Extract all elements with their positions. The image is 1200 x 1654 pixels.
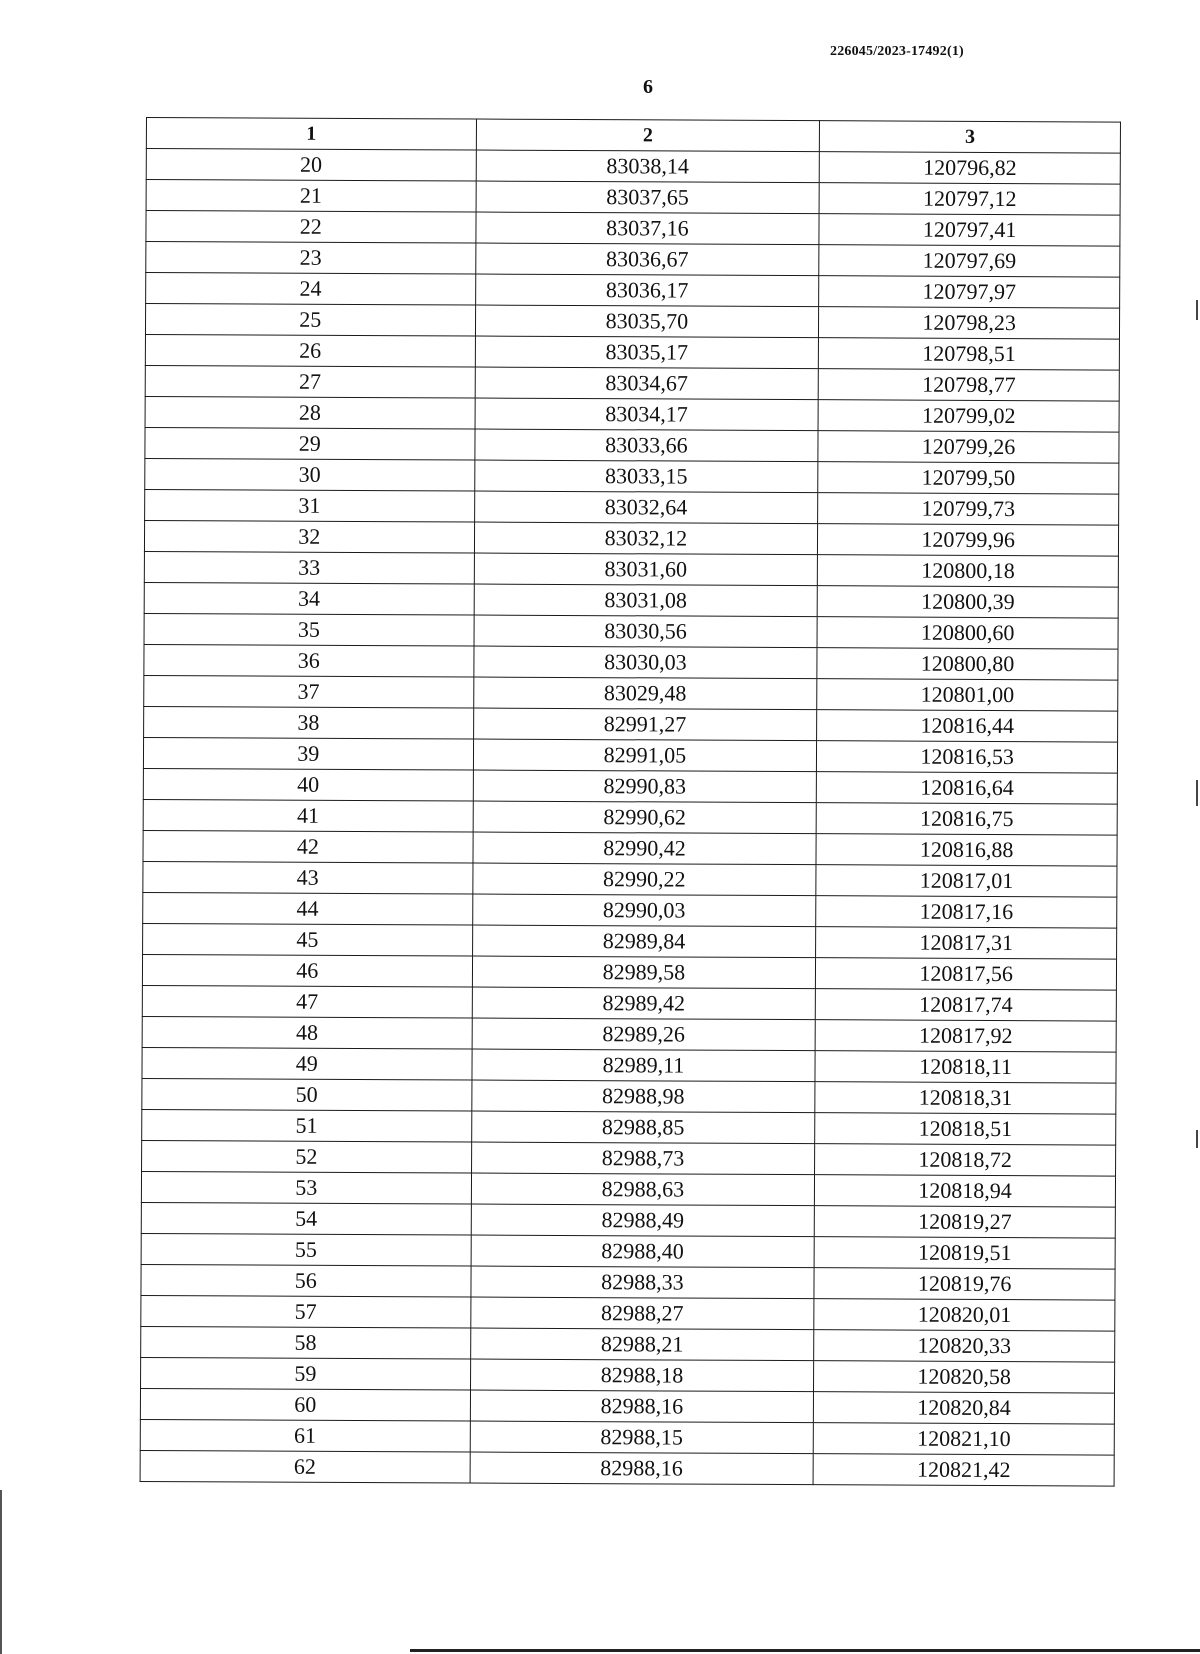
y-coordinate-cell: 120817,92	[815, 1020, 1116, 1052]
table-row	[142, 985, 1116, 1021]
point-number-cell: 40	[143, 768, 473, 801]
table-row	[143, 923, 1117, 959]
point-number-cell: 48	[142, 1016, 472, 1049]
point-number-cell: 34	[144, 582, 474, 615]
point-number-cell: 61	[140, 1419, 470, 1452]
x-coordinate-cell: 83031,60	[474, 553, 818, 586]
column-header-1: 1	[146, 118, 476, 151]
point-number-cell: 49	[142, 1047, 472, 1080]
x-coordinate-cell: 82988,27	[470, 1297, 814, 1330]
point-number-cell: 52	[142, 1140, 472, 1173]
x-coordinate-cell: 82990,42	[473, 832, 817, 865]
x-coordinate-cell: 83038,14	[476, 150, 820, 183]
y-coordinate-cell: 120817,56	[816, 958, 1117, 990]
x-coordinate-cell: 82989,84	[472, 925, 816, 958]
y-coordinate-cell: 120821,42	[813, 1454, 1114, 1486]
y-coordinate-cell: 120797,41	[819, 214, 1120, 246]
table-row	[144, 551, 1118, 587]
y-coordinate-cell: 120798,23	[819, 307, 1120, 339]
table-row	[142, 1016, 1116, 1052]
point-number-cell: 21	[146, 180, 476, 213]
x-coordinate-cell: 83033,66	[474, 429, 818, 462]
point-number-cell: 60	[140, 1388, 470, 1421]
y-coordinate-cell: 120817,01	[816, 865, 1117, 897]
y-coordinate-cell: 120799,73	[818, 493, 1119, 525]
table-row	[141, 1357, 1115, 1393]
y-coordinate-cell: 120817,74	[816, 989, 1117, 1021]
y-coordinate-cell: 120800,18	[818, 555, 1119, 587]
table-row	[141, 1326, 1115, 1362]
x-coordinate-cell: 82990,03	[472, 894, 816, 927]
x-coordinate-cell: 82990,62	[473, 801, 817, 834]
x-coordinate-cell: 83034,67	[475, 367, 819, 400]
y-coordinate-cell: 120820,33	[814, 1330, 1115, 1362]
y-coordinate-cell: 120820,84	[814, 1392, 1115, 1424]
y-coordinate-cell: 120816,64	[817, 772, 1118, 804]
table-row	[143, 830, 1117, 866]
point-number-cell: 46	[142, 954, 472, 987]
table-row	[146, 211, 1120, 247]
x-coordinate-cell: 82988,40	[471, 1235, 815, 1268]
x-coordinate-cell: 83031,08	[474, 584, 818, 617]
table-row	[143, 737, 1117, 773]
table-row	[145, 334, 1119, 370]
point-number-cell: 58	[141, 1326, 471, 1359]
y-coordinate-cell: 120799,96	[818, 524, 1119, 556]
point-number-cell: 42	[143, 830, 473, 863]
point-number-cell: 47	[142, 985, 472, 1018]
table-row	[145, 489, 1119, 525]
point-number-cell: 28	[145, 396, 475, 429]
x-coordinate-cell: 83035,17	[475, 336, 819, 369]
x-coordinate-cell: 82989,26	[472, 1018, 816, 1051]
scan-edge-mark	[1196, 1130, 1198, 1148]
scan-bottom-rule	[410, 1649, 1200, 1652]
point-number-cell: 31	[145, 489, 475, 522]
x-coordinate-cell: 83030,03	[473, 646, 817, 679]
point-number-cell: 44	[143, 892, 473, 925]
scan-edge-left	[0, 1490, 2, 1654]
y-coordinate-cell: 120819,76	[814, 1268, 1115, 1300]
point-number-cell: 29	[145, 427, 475, 460]
table-row	[141, 1233, 1115, 1269]
y-coordinate-cell: 120818,94	[815, 1175, 1116, 1207]
coordinates-table	[140, 117, 1121, 1487]
table-row	[144, 582, 1118, 618]
table-row	[144, 613, 1118, 649]
table-body	[140, 149, 1120, 1487]
table-row	[141, 1202, 1115, 1238]
point-number-cell: 59	[141, 1357, 471, 1390]
y-coordinate-cell: 120818,11	[815, 1051, 1116, 1083]
table-row	[142, 1047, 1116, 1083]
x-coordinate-cell: 82988,15	[470, 1421, 814, 1454]
x-coordinate-cell: 83037,16	[476, 212, 820, 245]
y-coordinate-cell: 120817,16	[816, 896, 1117, 928]
table-row	[145, 458, 1119, 494]
y-coordinate-cell: 120817,31	[816, 927, 1117, 959]
point-number-cell: 39	[143, 737, 473, 770]
point-number-cell: 27	[145, 365, 475, 398]
table-row	[145, 304, 1119, 340]
x-coordinate-cell: 82988,49	[471, 1204, 815, 1237]
point-number-cell: 45	[143, 923, 473, 956]
y-coordinate-cell: 120801,00	[817, 679, 1118, 711]
table-row	[142, 954, 1116, 990]
y-coordinate-cell: 120799,50	[818, 462, 1119, 494]
point-number-cell: 25	[145, 304, 475, 337]
table-row	[144, 706, 1118, 742]
page-number	[0, 76, 1200, 99]
column-header-2: 2	[476, 119, 820, 152]
point-number-cell: 37	[144, 675, 474, 708]
table-row	[146, 242, 1120, 278]
point-number-cell: 24	[146, 273, 476, 306]
x-coordinate-cell: 83037,65	[476, 181, 820, 214]
point-number-cell: 51	[142, 1109, 472, 1142]
x-coordinate-cell: 82989,58	[472, 956, 816, 989]
y-coordinate-cell: 120799,02	[818, 400, 1119, 432]
point-number-cell: 41	[143, 799, 473, 832]
y-coordinate-cell: 120816,75	[816, 803, 1117, 835]
x-coordinate-cell: 83036,17	[475, 274, 819, 307]
y-coordinate-cell: 120796,82	[819, 152, 1120, 184]
table-row	[143, 861, 1117, 897]
x-coordinate-cell: 82988,63	[471, 1173, 815, 1206]
table-row	[145, 396, 1119, 432]
point-number-cell: 22	[146, 211, 476, 244]
point-number-cell: 36	[144, 644, 474, 677]
table-row	[141, 1264, 1115, 1300]
y-coordinate-cell: 120797,97	[819, 276, 1120, 308]
y-coordinate-cell: 120818,72	[815, 1144, 1116, 1176]
point-number-cell: 57	[141, 1295, 471, 1328]
table-row	[140, 1388, 1114, 1424]
x-coordinate-cell: 83032,12	[474, 522, 818, 555]
x-coordinate-cell: 82988,85	[471, 1111, 815, 1144]
point-number-cell: 38	[144, 706, 474, 739]
table-row	[145, 427, 1119, 463]
y-coordinate-cell: 120797,12	[819, 183, 1120, 215]
point-number-cell: 62	[140, 1450, 470, 1483]
x-coordinate-cell: 82990,22	[472, 863, 816, 896]
x-coordinate-cell: 82989,42	[472, 987, 816, 1020]
table-header	[146, 118, 1120, 154]
scan-edge-mark	[1196, 780, 1198, 806]
table-row	[140, 1419, 1114, 1455]
point-number-cell: 56	[141, 1264, 471, 1297]
table-header-row	[146, 118, 1120, 154]
table-row	[142, 1109, 1116, 1145]
table-row	[144, 644, 1118, 680]
point-number-cell: 50	[142, 1078, 472, 1111]
table-row	[143, 768, 1117, 804]
y-coordinate-cell: 120816,44	[817, 710, 1118, 742]
y-coordinate-cell: 120816,88	[816, 834, 1117, 866]
x-coordinate-cell: 82991,27	[473, 708, 817, 741]
point-number-cell: 55	[141, 1233, 471, 1266]
table-row	[143, 892, 1117, 928]
x-coordinate-cell: 82988,21	[470, 1328, 814, 1361]
x-coordinate-cell: 82988,73	[471, 1142, 815, 1175]
point-number-cell: 54	[141, 1202, 471, 1235]
column-header-3: 3	[820, 121, 1121, 153]
x-coordinate-cell: 82988,16	[470, 1452, 814, 1485]
x-coordinate-cell: 82988,18	[470, 1359, 814, 1392]
point-number-cell: 53	[141, 1171, 471, 1204]
point-number-cell: 30	[145, 458, 475, 491]
table-row	[146, 149, 1120, 185]
y-coordinate-cell: 120798,77	[818, 369, 1119, 401]
page-number-text: 6	[643, 76, 653, 98]
table-row	[142, 1140, 1116, 1176]
y-coordinate-cell: 120820,01	[814, 1299, 1115, 1331]
y-coordinate-cell: 120818,51	[815, 1113, 1116, 1145]
point-number-cell: 43	[143, 861, 473, 894]
x-coordinate-cell: 82988,33	[471, 1266, 815, 1299]
y-coordinate-cell: 120819,51	[814, 1237, 1115, 1269]
point-number-cell: 26	[145, 334, 475, 367]
y-coordinate-cell: 120818,31	[815, 1082, 1116, 1114]
table-row	[143, 799, 1117, 835]
table-row	[141, 1295, 1115, 1331]
y-coordinate-cell: 120800,80	[817, 648, 1118, 680]
x-coordinate-cell: 83033,15	[474, 460, 818, 493]
y-coordinate-cell: 120816,53	[817, 741, 1118, 773]
x-coordinate-cell: 83034,17	[475, 398, 819, 431]
point-number-cell: 33	[144, 551, 474, 584]
table-row	[146, 180, 1120, 216]
y-coordinate-cell: 120800,60	[817, 617, 1118, 649]
y-coordinate-cell: 120797,69	[819, 245, 1120, 277]
x-coordinate-cell: 82989,11	[472, 1049, 816, 1082]
x-coordinate-cell: 82990,83	[473, 770, 817, 803]
point-number-cell: 35	[144, 613, 474, 646]
document-id: 226045/2023-17492(1)	[830, 44, 964, 59]
table-row	[144, 520, 1118, 556]
y-coordinate-cell: 120799,26	[818, 431, 1119, 463]
x-coordinate-cell: 83029,48	[473, 677, 817, 710]
table-row	[145, 365, 1119, 401]
y-coordinate-cell: 120820,58	[814, 1361, 1115, 1393]
point-number-cell: 32	[144, 520, 474, 553]
table-row	[141, 1171, 1115, 1207]
table-row	[146, 273, 1120, 309]
table-row	[140, 1450, 1114, 1486]
y-coordinate-cell: 120819,27	[814, 1206, 1115, 1238]
x-coordinate-cell: 83030,56	[474, 615, 818, 648]
x-coordinate-cell: 83032,64	[474, 491, 818, 524]
scan-edge-mark	[1196, 300, 1198, 320]
point-number-cell: 23	[146, 242, 476, 275]
x-coordinate-cell: 82991,05	[473, 739, 817, 772]
x-coordinate-cell: 83036,67	[475, 243, 819, 276]
x-coordinate-cell: 82988,16	[470, 1390, 814, 1423]
point-number-cell: 20	[146, 149, 476, 182]
table-row	[142, 1078, 1116, 1114]
table-row	[144, 675, 1118, 711]
x-coordinate-cell: 82988,98	[471, 1080, 815, 1113]
y-coordinate-cell: 120798,51	[819, 338, 1120, 370]
x-coordinate-cell: 83035,70	[475, 305, 819, 338]
y-coordinate-cell: 120821,10	[813, 1423, 1114, 1455]
y-coordinate-cell: 120800,39	[817, 586, 1118, 618]
